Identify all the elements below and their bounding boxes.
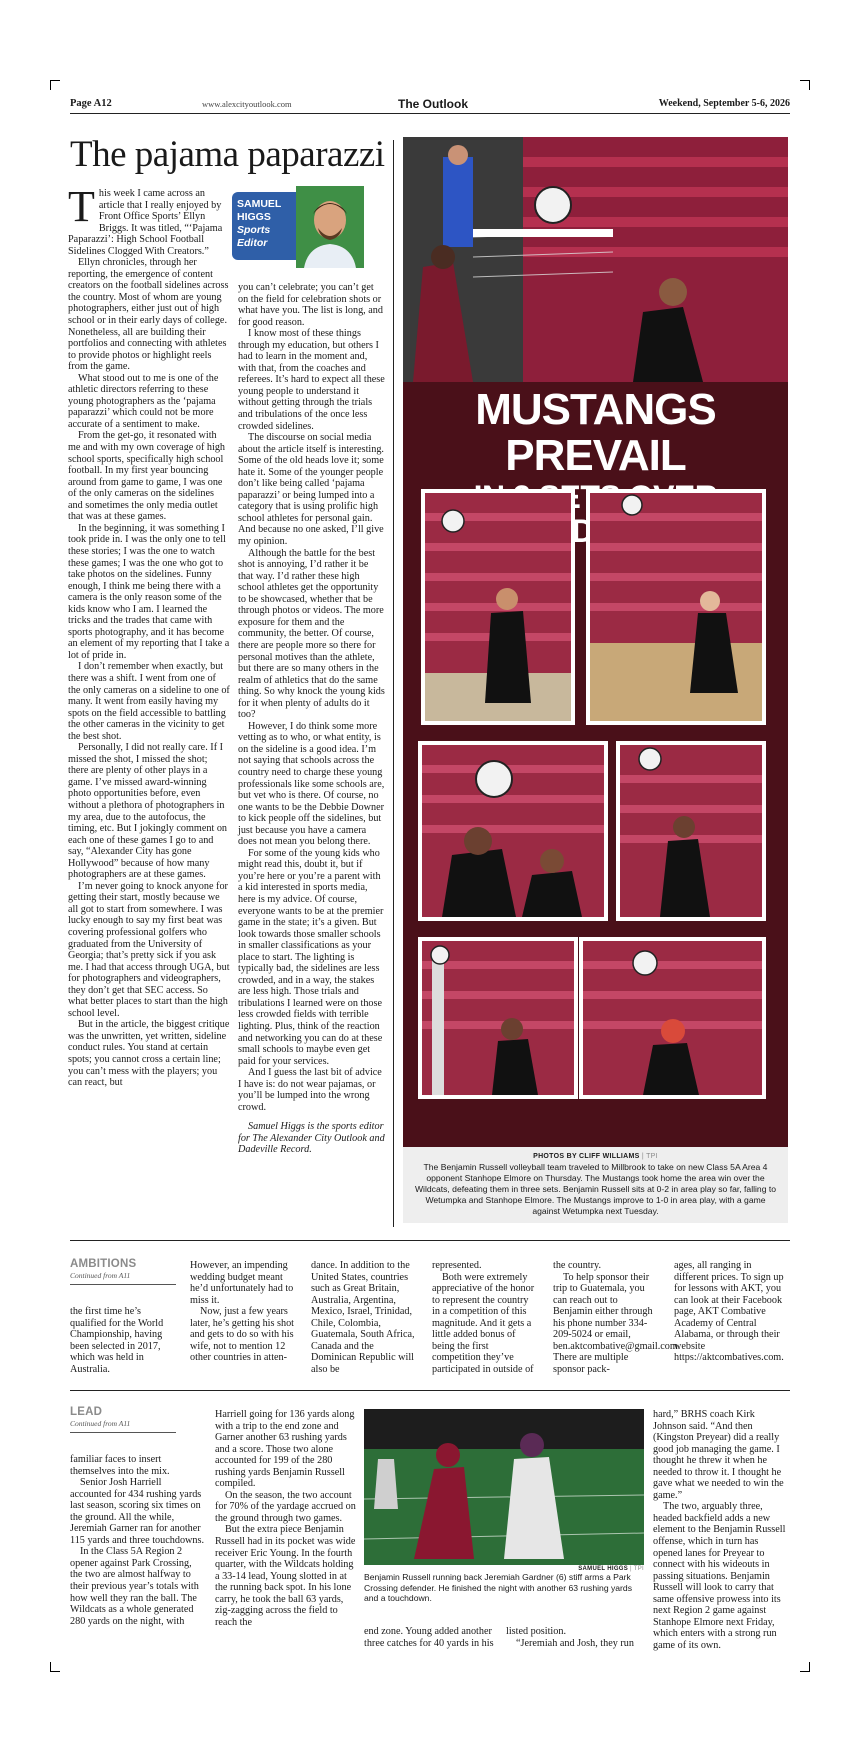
paragraph: I know most of these things through my education, but others I had to learn in the moment and, with that, from the coaches and referees. It’s hard to expect all these young people to understand it without getting through the trials and tribulations of the once less crowded sidelines.: [238, 328, 385, 432]
ambitions-jump-label: AMBITIONS Continued from A11: [70, 1258, 176, 1285]
issue-date: Weekend, September 5-6, 2026: [658, 98, 790, 109]
lead-col-3a: end zone. Young added another three catches for 40 yards in his: [364, 1626, 494, 1649]
ambitions-col-6: ages, all ranging in different prices. To sign up for lessons with AKT, you can look at their Facebook page, AKT Combative Academy of Central Alabama, or through their website https://aktcombatives.com.: [674, 1260, 784, 1364]
column-body-right: [238, 282, 386, 1222]
photo-caption: [403, 1147, 788, 1223]
paragraph: Ellyn chronicles, through her reporting, the emergence of content creators on the football sidelines across the country. Most of whom are young photographers, either just out of high school or in their early days of college. Nonetheless, all are building their portfolios and connecting with athletes to provide photos or highlight reels from the game.: [68, 257, 229, 373]
volleyball-photo: [418, 937, 578, 1099]
paragraph: However, I do think some more vetting as to who, or what entity, is on the sideline is a good idea. I’m not saying that schools across the country need to charge these young professionals like some schools are, but vet who is there. Of course, no one wants to be the Debbie Downer to kick people off the sidelines, but just because you have a camera does not mean you belong there.: [238, 720, 385, 848]
ambitions-col-3: dance. In addition to the United States, countries such as Great Britain, Australia, Argentina, Mexico, Israel, Trinidad, Chile, Colombia, Guatemala, South Africa, Canada and the Dominican Republic will also be: [311, 1260, 415, 1375]
paragraph: I don’t remember when exactly, but there was a shift. I went from one of the only cameras on a sideline to one of many. It went from easily having my spots on the field accessible to battling the other cameras in the vicinity to get the best shot.: [68, 661, 230, 742]
ambitions-col-5: [553, 1260, 681, 1380]
volleyball-photo: [421, 489, 575, 725]
author-headshot: [296, 186, 364, 268]
photo-credit: SAMUEL HIGGS | TPI: [578, 1566, 644, 1572]
football-caption: [364, 1566, 644, 1604]
photo-credit: PHOTOS BY CLIFF WILLIAMS | TPI: [533, 1153, 658, 1160]
paragraph: What stood out to me is one of the athletic directors referring to these young photographers as the ‘pajama paparazzi’ which could not be more accurate of a sentiment to make.: [68, 372, 219, 430]
photo-spread: [403, 137, 788, 1147]
page-header: [70, 98, 790, 114]
paragraph: For some of the young kids who might read this, doubt it, but if you’re here or you’re a parent with a kid interested in sports media, here is my advice. Of course, everyone wants to be at the premier game in the state; it’s a given. But look towards those smaller schools in smaller classifications as your place to start. The lighting is typically bad, the sidelines are less crowded, and in a way, the stakes are less high. Those trials and tribulations I learned were on those less crowded fields with terrible lighting. Plus, think of the reaction and networking you can do at these small schools to maybe even get paid for your services.: [238, 847, 384, 1067]
paragraph: From the get-go, it resonated with me and with my own coverage of high school sports, specifically high school football. In my first year bouncing around from game to game, I was one of the only cameras on the sidelines and sometimes the only media outlet that was at these games.: [68, 430, 226, 523]
paragraph: This week I came across an article that I really enjoyed by Front Office Sports’ Ellyn Briggs. It was titled, “‘Pajama Paparazzi’: High School Football Sidelines Clogged With Creators.”: [68, 182, 223, 257]
lead-col-3b: [506, 1626, 644, 1656]
drop-cap: T: [68, 182, 95, 231]
ambitions-col-4: [432, 1260, 538, 1380]
paragraph: And I guess the last bit of advice I have is: do not wear pajamas, or you’ll be lumped into the wrong crowd.: [238, 1067, 382, 1113]
lead-col-4: hard,” BRHS coach Kirk Johnson said. “And then (Kingston Preyear) did a really good job managing the game. I thought he threw it when he needed to throw it. I thought he gave what we needed to win the game.” The two, arguably three, headed backfield adds a new element to the Benjamin Russell offense, which in turn has opened lanes for Preyear to connect with his wideouts in passing situations. Benjamin Russell will look to carry that same offensive prowess into its next Region 2 game against Stanhope Elmore next Friday, which enters with a strong run game of its own.: [653, 1409, 786, 1651]
lead-col-1: familiar faces to insert themselves into the mix. Senior Josh Harriell accounted for 434 rushing yards last season, scoring six times on the ground. All the while, Jeremiah Garner ran for another 115 yards and three touchdowns. In the Class 5A Region 2 opener against Park Crossing, the two are almost halfway to their previous year’s totals with how well they ran the ball. The Wildcats as a whole generated 280 yards on the night, with: [70, 1454, 205, 1627]
volleyball-photo: [616, 741, 766, 921]
volleyball-photo: [418, 741, 608, 921]
section-divider: [70, 1390, 790, 1391]
paragraph: represented.: [432, 1260, 482, 1271]
column-divider: [393, 140, 394, 1227]
paragraph: Personally, I did not really care. If I missed the shot, I missed the shot; there are plenty of other plays in a game. I’ve missed award-winning photo opportunities before, even without a plethora of photographers in my area, due to the autofocus, the timing, etc. But I jokingly comment on each one of these games I go to and say, “Alexander City has gone Hollywood” because of how many photographers are at these games.: [68, 742, 228, 881]
paragraph: listed position.: [506, 1626, 566, 1637]
paragraph: I’m never going to knock anyone for getting their start, mostly because we all got to start from somewhere. I was lucky enough to say my first beat was covering professional golfers who graduated from the University of Georgia; that’s pretty sick if you ask me. I had that access through UGA, but for photographers and videographers, they don’t get that SEC access. So what better places to start than the high school level.: [68, 880, 230, 1019]
author-tagline: Samuel Higgs is the sports editor for The Alexander City Outlook and Dadeville Record.: [238, 1121, 385, 1156]
paragraph: The discourse on social media about the article itself is interesting. Some of the old heads love it; some hate it. Some of the younger people don’t like being called ‘pajama paparazzi’ or being lumped into a category that is using prolific high school athletes for personal gain. And because no one asked, I’ll give my opinion.: [238, 432, 384, 548]
spread-headline: MUSTANGS PREVAIL SETS: [475, 385, 716, 516]
site-url[interactable]: www.alexcityoutlook.com: [202, 99, 292, 109]
byline-label: SAMUEL HIGGS Sports Editor: [232, 192, 302, 260]
caption-text: Benjamin Russell running back Jeremiah Gardner (6) stiff arms a Park Crossing defender. He finished the night with another 63 rushing yards and a touchdown.: [364, 1572, 633, 1603]
volleyball-photo: [586, 489, 766, 725]
paragraph: In the beginning, it was something I took pride in. I was the only one to tell these stories; I was the one to watch these games; I was the one who got to take photos on the sidelines. Funny enough, I think me being there with a camera is the only reason some of the kids know who I am. I learned the tricks and the trades that came with sports photography, and it has become an element of my reporting that I take a lot of pride in.: [68, 522, 230, 661]
paragraph: Although the battle for the best shot is annoying, I’d rather it be that way. I’d rather these high school athletes get the opportunity to be showcased, whether that be through photos or videos. The more exposure for them and the community, the better. Of course, there are people more so there for personal motives than the athlete, but there are so many others in the realm of athletics that do the same thing. So why knock the young kids for it when plenty of adults do it too?: [238, 547, 385, 721]
page-title: The pajama paparazzi: [70, 134, 385, 175]
paragraph: Now, just a few years later, he’s getting his shot and gets to do so with his wife, not to mention 12 other countries in atten-: [190, 1306, 294, 1364]
paragraph: “Jeremiah and Josh, they run: [516, 1637, 634, 1649]
page-number: Page A12: [70, 98, 112, 109]
crop-mark: [800, 1662, 810, 1672]
column-body-left: [68, 182, 230, 1228]
ambitions-col-1: the first time he’s qualified for the World Championship, having been selected in 2017, which was held in Australia.: [70, 1306, 164, 1375]
crop-mark: [50, 80, 60, 90]
ambitions-col-2: [190, 1260, 296, 1380]
paragraph: However, an impending wedding budget meant he’d unfortunately had to miss it.: [190, 1260, 294, 1306]
crop-mark: [800, 80, 810, 90]
caption-text: The Benjamin Russell volleyball team traveled to Millbrook to take on new Class 5A Area 4 opponent Stanhope Elmore on Thursday. The Mustangs took home the area win over the Wildcats, defeating them in three sets. Benjamin Russell sits at 0-2 in area play so far, falling to Wetumpka and Stanhope Elmore. The Mustangs improve to 1-0 in area play, with a game against Wetumpka next Tuesday.: [414, 1162, 777, 1216]
paragraph: To help sponsor their trip to Guatemala, you can reach out to Benjamin either through his phone number 334-209-5024 or email, ben.aktcombative@gmail.com. There are multiple sponsor pack-: [553, 1271, 681, 1375]
football-photo: [364, 1409, 644, 1565]
masthead: The Outlook: [398, 97, 468, 111]
lead-jump-label: LEAD Continued from A11: [70, 1406, 176, 1433]
paragraph: you can’t celebrate; you can’t get on the field for celebration shots or what have you. The list is long, and for good reason.: [238, 282, 383, 328]
author-byline: [232, 186, 368, 268]
paragraph: Both were extremely appreciative of the honor to represent the country in a competition of this magnitude. And it gets a little added bonus of being the first competition they’ve participated in outside of: [432, 1271, 535, 1375]
hero-photo: [403, 137, 788, 382]
section-divider: [70, 1240, 790, 1241]
paragraph: the country.: [553, 1260, 601, 1271]
volleyball-photo: [579, 937, 766, 1099]
crop-mark: [50, 1662, 60, 1672]
paragraph: But in the article, the biggest critique was the unwritten, yet written, sideline conduct rules. You stand at certain spots; you cannot cross a certain line; you can’t mess with the players; you can react, but: [68, 1019, 230, 1089]
lead-col-2: Harriell going for 136 yards along with a trip to the end zone and Garner another 63 rushing yards and a score. Those two alone accounted for 199 of the 280 rushing yards Benjamin Russell compiled. On the season, the two account for 70% of the yardage accrued on the ground through two games. But the extra piece Benjamin Russell had in its pocket was wide receiver Eric Young. In the fourth quarter, with the Wildcats holding a 33-14 lead, Young slotted in at the running back spot. In his lone carry, he took the ball 63 yards, zig-zagging across the field to reach the: [215, 1409, 356, 1628]
